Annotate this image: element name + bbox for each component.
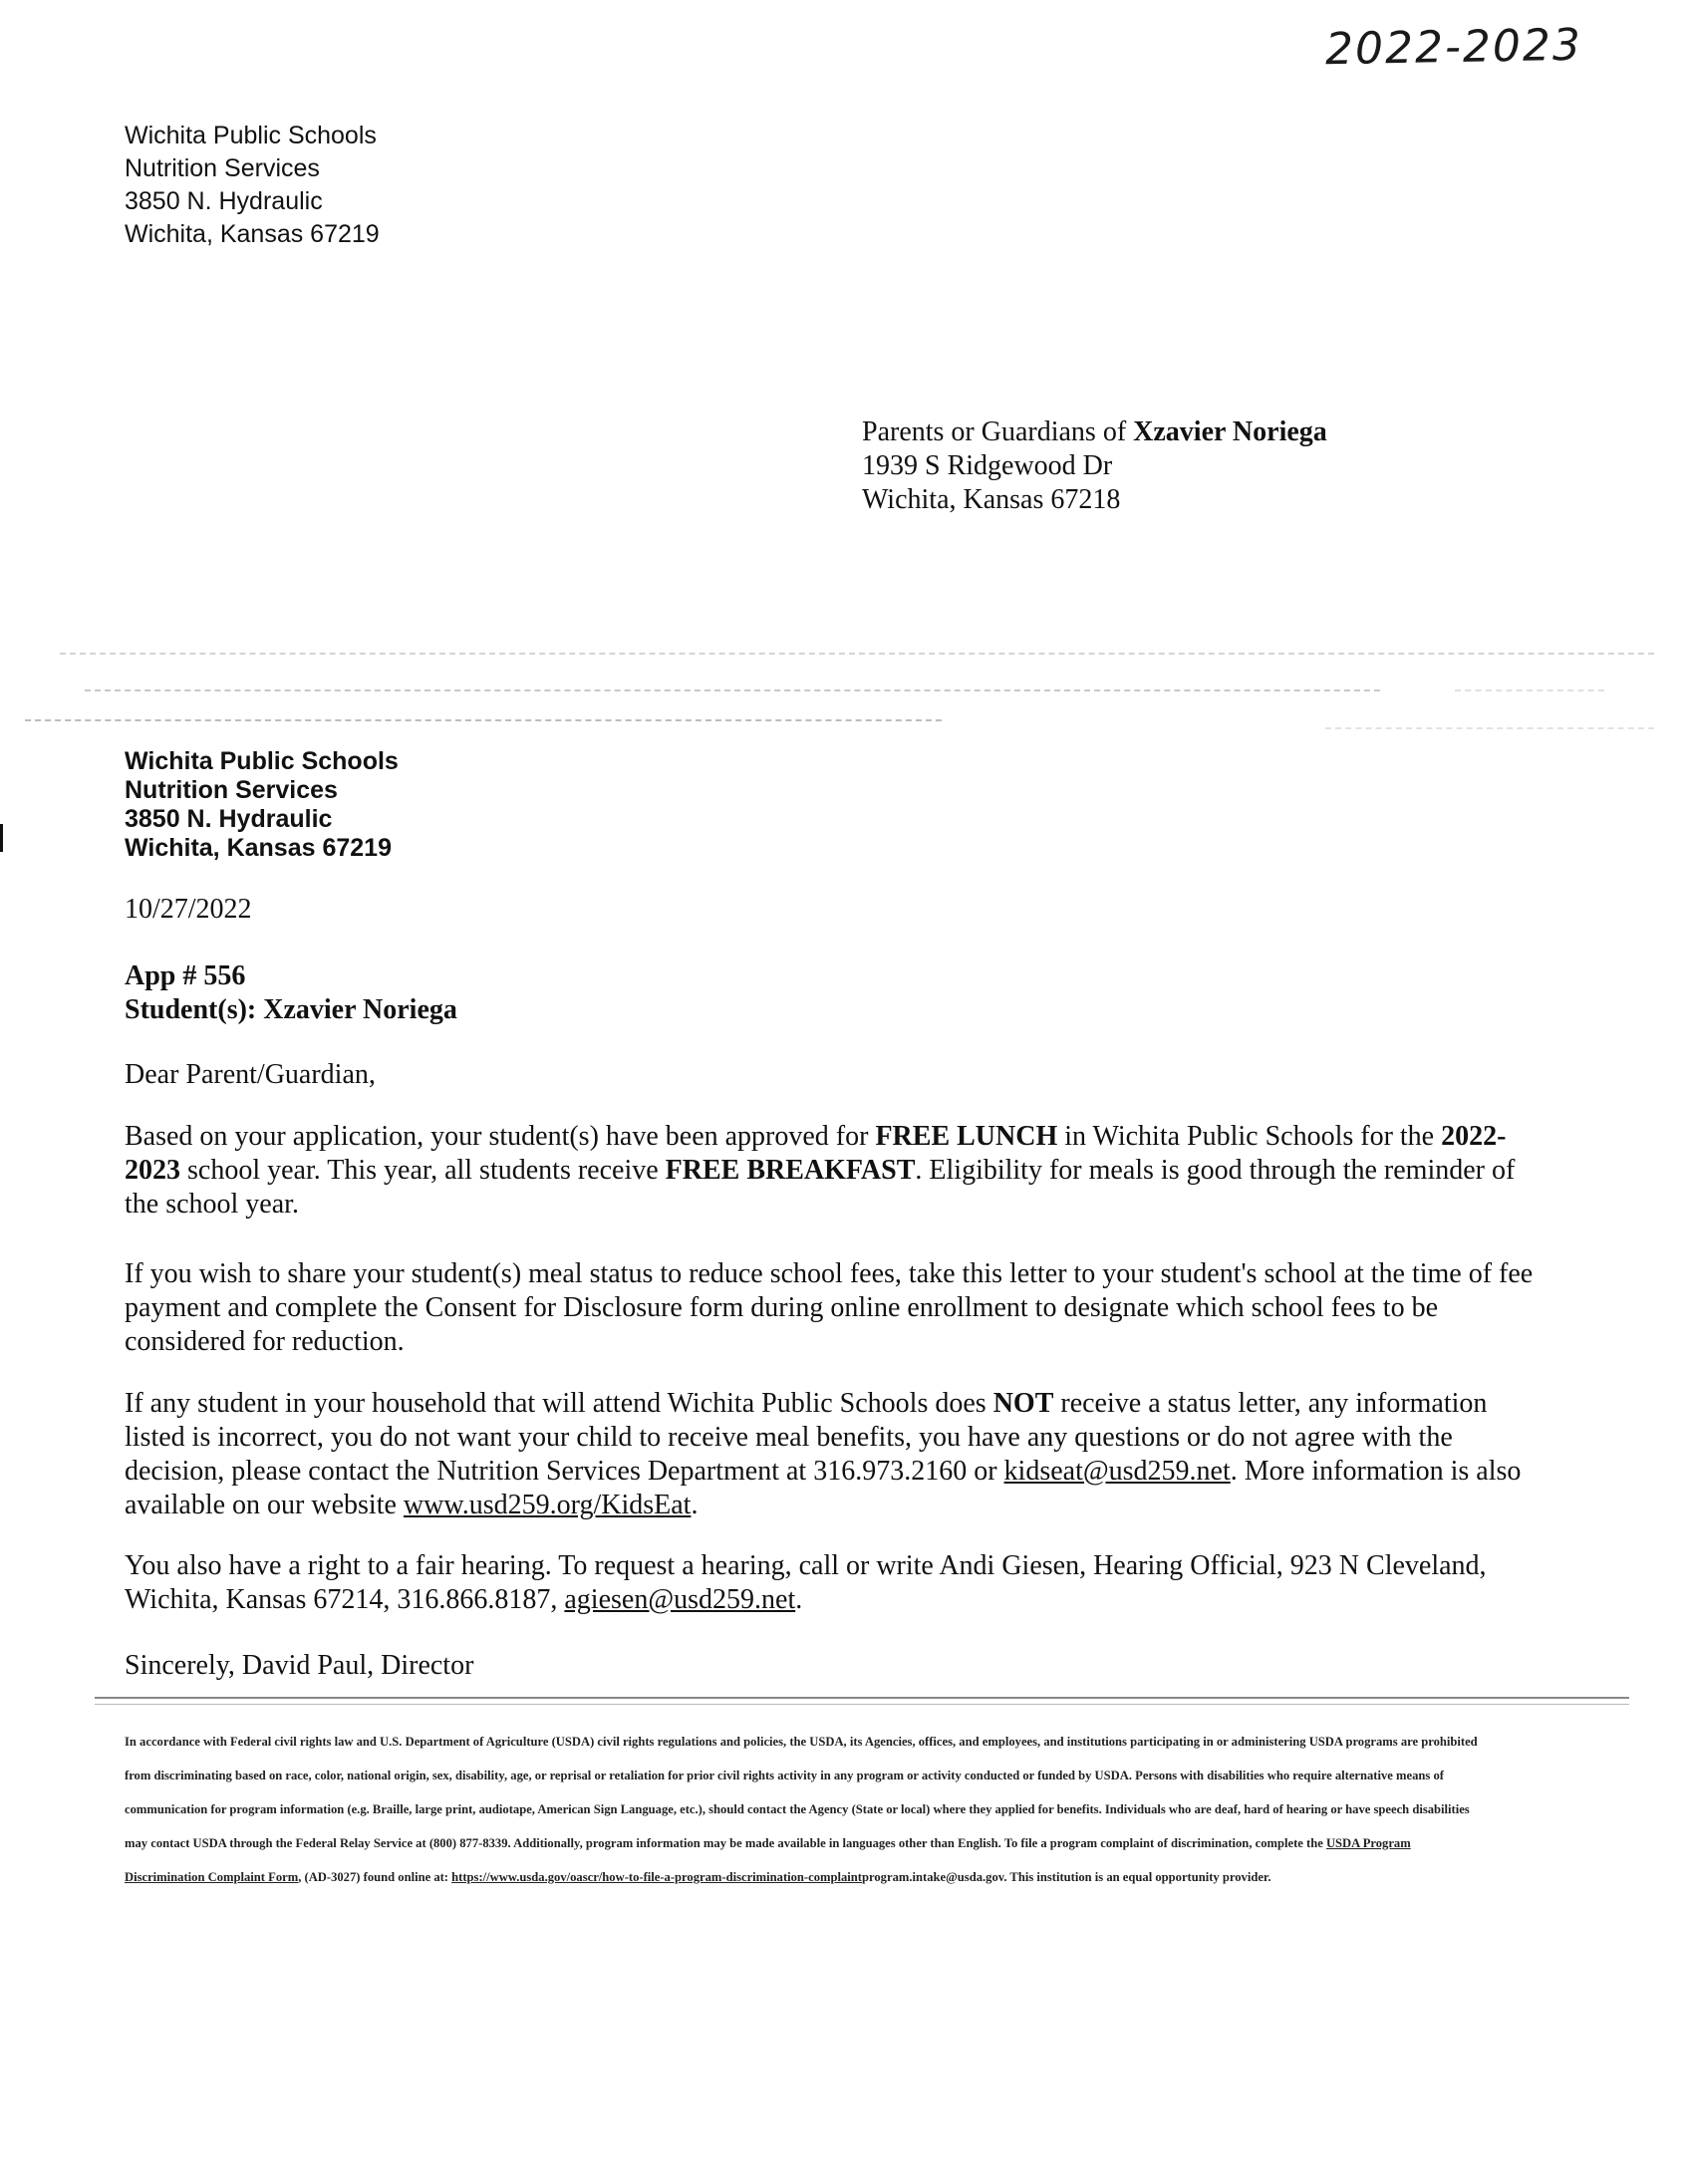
student-name: Xzavier Noriega bbox=[263, 994, 457, 1025]
perforation-line bbox=[1325, 727, 1654, 729]
recipient-line: 1939 S Ridgewood Dr bbox=[862, 450, 1113, 481]
hearing-email-link[interactable]: agiesen@usd259.net bbox=[564, 1584, 796, 1615]
letter-date: 10/27/2022 bbox=[125, 894, 252, 925]
signoff: Sincerely, David Paul, Director bbox=[125, 1650, 474, 1681]
return-address bbox=[125, 120, 380, 251]
footer-divider bbox=[95, 1704, 1629, 1705]
kidseat-email-link[interactable]: kidseat@usd259.net bbox=[1003, 1456, 1231, 1487]
approval-paragraph: Based on your application, your student(s) have been approved for FREE LUNCH in Wichita Public Schools for the 2022- 2023 school year. This year, all students receive FREE BREAKFAST. Eligibility for meals is good through the reminder of the school year. bbox=[125, 1121, 1516, 1220]
website-link[interactable]: www.usd259.org/KidsEat bbox=[403, 1490, 692, 1520]
letterhead-line: Wichita, Kansas 67219 bbox=[125, 834, 392, 862]
salutation: Dear Parent/Guardian, bbox=[125, 1059, 376, 1090]
footer-divider bbox=[95, 1697, 1629, 1699]
perforation-line bbox=[1455, 689, 1604, 691]
recipient-line: Wichita, Kansas 67218 bbox=[862, 484, 1121, 515]
return-address-line: Wichita, Kansas 67219 bbox=[125, 220, 380, 248]
contact-paragraph: If any student in your household that will attend Wichita Public Schools does NOT receive a status letter, any information listed is incorrect, you do not want your child to receive meal benefits, you have any questions or do not agree with the decision, please contact the Nutrition Services Department at 316.973.2160 or kidseat@usd259.net. More information is also available on our website www.usd259.org/KidsEat. bbox=[125, 1388, 1522, 1520]
perforation-line bbox=[85, 689, 1380, 691]
usda-nondiscrimination-statement: In accordance with Federal civil rights law and U.S. Department of Agriculture (USDA) civil rights regulations and policies, the USDA, its Agencies, offices, and employees, and institutions participating in or administering USDA programs are prohibited from discriminating based on race, color, national origin, sex, disability, age, or reprisal or retaliation for prior civil rights activity in any program or activity conducted or funded by USDA. Persons with disabilities who require alternative means of communication for program information (e.g. Braille, large print, audiotape, American Sign Language, etc.), should contact the Agency (State or local) where they applied for benefits. Individuals who are deaf, hard of hearing or have speech disabilities may contact USDA through the Federal Relay Service at (800) 877-8339. Additionally, program information may be made available in languages other than English. To file a program complaint of discrimination, complete the USDA Program Discrimination Complaint Form, (AD-3027) found online at: https://www.usda.gov/oascr/how-to-file-a-program-discrimination-complaintprogram.intake@usda.gov. This institution is an equal opportunity provider. bbox=[125, 1735, 1478, 1884]
recipient-name: Xzavier Noriega bbox=[1133, 416, 1327, 447]
fee-reduction-paragraph: If you wish to share your student(s) meal status to reduce school fees, take this letter to your student's school at the time of fee payment and complete the Consent for Disclosure form during online enrollment to designate which school fees to be considered for reduction. bbox=[125, 1258, 1534, 1357]
application-info bbox=[125, 959, 457, 1027]
handwritten-year-note: 2022-2023 bbox=[1324, 19, 1583, 76]
margin-mark bbox=[0, 824, 3, 852]
letterhead-line: Wichita Public Schools bbox=[125, 747, 399, 775]
perforation-line bbox=[60, 653, 1654, 655]
usda-program-link[interactable]: USDA Program bbox=[1325, 1836, 1411, 1850]
recipient-address bbox=[862, 415, 1327, 517]
letterhead-line: 3850 N. Hydraulic bbox=[125, 805, 333, 833]
return-address-line: Nutrition Services bbox=[125, 154, 320, 182]
return-address-line: Wichita Public Schools bbox=[125, 122, 377, 149]
hearing-paragraph: You also have a right to a fair hearing. To request a hearing, call or write Andi Giesen, Hearing Official, 923 N Cleveland, Wichita, Kansas 67214, 316.866.8187, agiesen@usd259.net. bbox=[125, 1550, 1487, 1615]
recipient-line: Parents or Guardians of Xzavier Noriega bbox=[862, 416, 1327, 447]
letterhead-line: Nutrition Services bbox=[125, 776, 338, 804]
complaint-form-link[interactable]: Discrimination Complaint Form bbox=[125, 1870, 299, 1884]
student-line: Student(s): Xzavier Noriega bbox=[125, 994, 457, 1025]
usda-complaint-url[interactable]: https://www.usda.gov/oascr/how-to-file-a-program-discrimination-complaint bbox=[451, 1870, 863, 1884]
letterhead bbox=[125, 747, 399, 863]
perforation-line bbox=[25, 719, 942, 721]
return-address-line: 3850 N. Hydraulic bbox=[125, 187, 323, 215]
application-number: App # 556 bbox=[125, 960, 246, 991]
